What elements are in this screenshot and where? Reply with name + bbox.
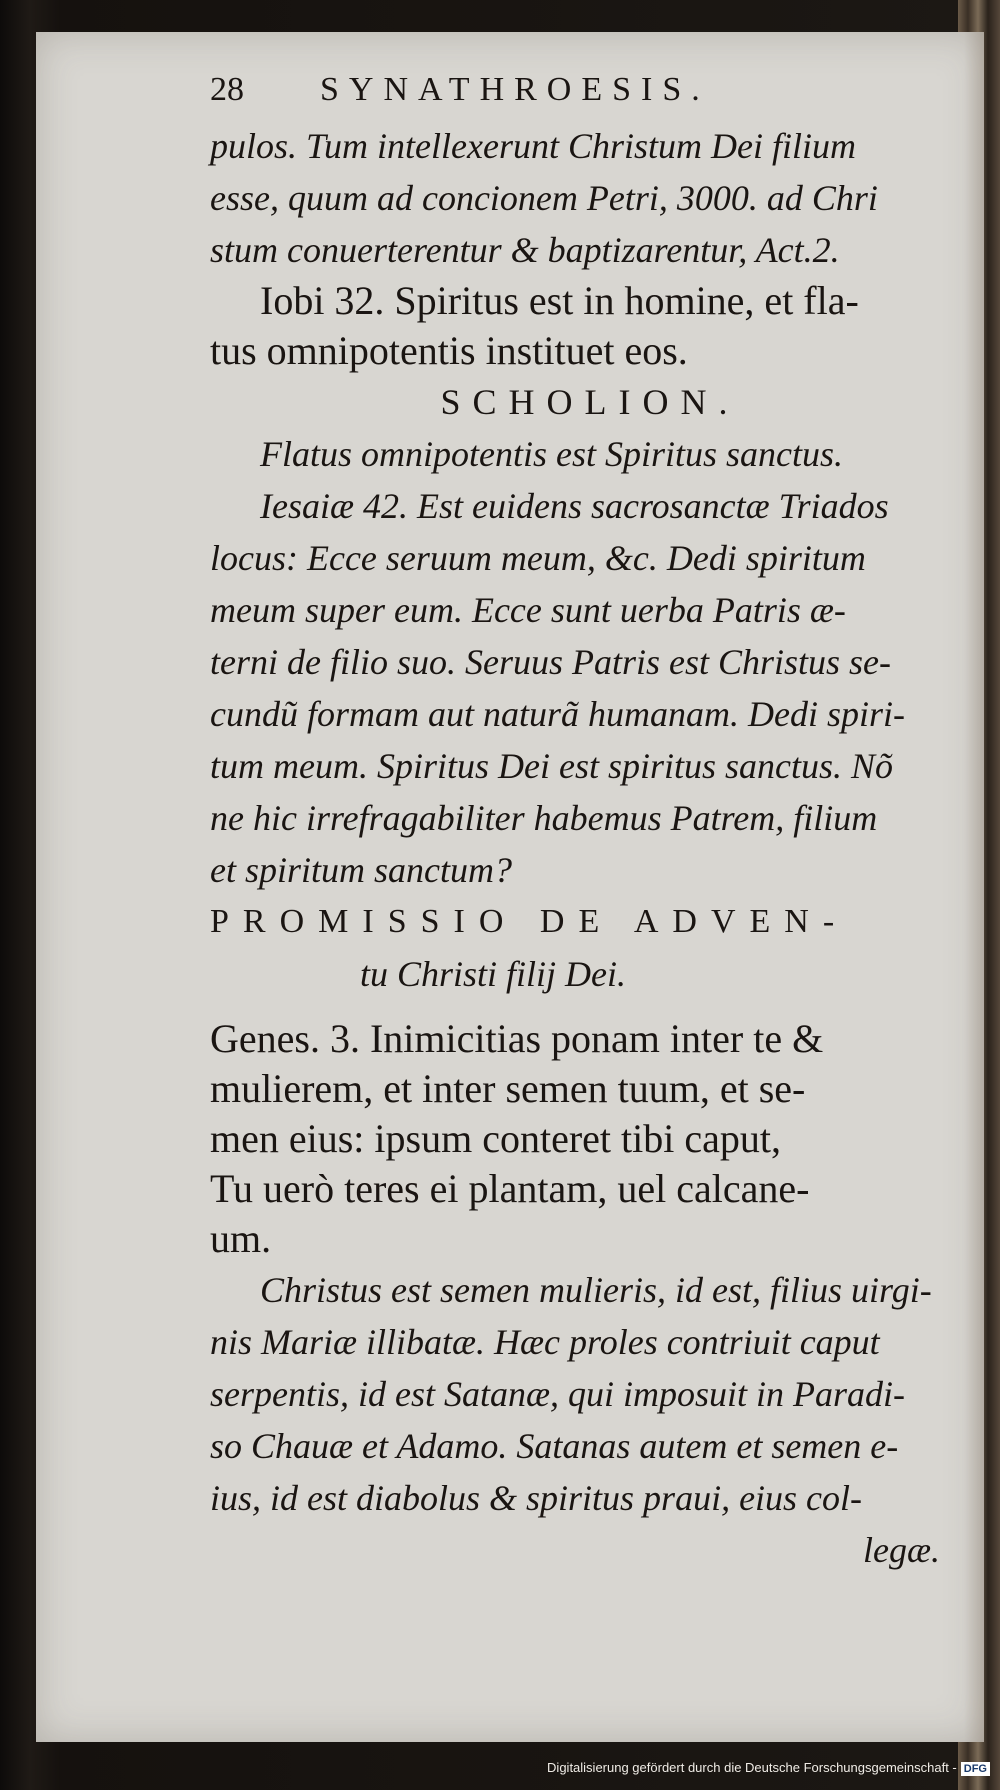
- credit-text: Digitalisierung gefördert durch die Deutsche Forschungsgemeinschaft -: [547, 1760, 957, 1775]
- text-line: ius, id est diabolus & spiritus praui, eius col-: [210, 1478, 863, 1518]
- text-line: meum super eum. Ecce sunt uerba Patris æ-: [210, 590, 846, 630]
- text-line: pulos. Tum intellexerunt Christum Dei filium: [210, 126, 856, 166]
- text-line: tus omnipotentis instituet eos.: [210, 328, 688, 373]
- text-line: tum meum. Spiritus Dei est spiritus sanctus. Nõ: [210, 746, 894, 786]
- text-line: esse, quum ad concionem Petri, 3000. ad Chri: [210, 178, 878, 218]
- text-line: et spiritum sanctum?: [210, 850, 512, 890]
- text-line: Flatus omnipotentis est Spiritus sanctus.: [260, 434, 844, 474]
- text-line: locus: Ecce seruum meum, &c. Dedi spiritum: [210, 538, 866, 578]
- text-line: Iesaiæ 42. Est euidens sacrosanctæ Triados: [260, 486, 889, 526]
- section-subheading: tu Christi filij Dei.: [360, 954, 627, 994]
- text-line: Genes. 3. Inimicitias ponam inter te &: [210, 1016, 824, 1061]
- text-line: um.: [210, 1216, 272, 1261]
- text-line: Iobi 32. Spiritus est in homine, et fla-: [260, 278, 859, 323]
- catchword: legæ.: [863, 1530, 940, 1570]
- text-line: so Chauæ et Adamo. Satanas autem et semen e-: [210, 1426, 899, 1466]
- text-line: nis Mariæ illibatæ. Hæc proles contriuit caput: [210, 1322, 880, 1362]
- text-line: stum conuerterentur & baptizarentur, Act.2.: [210, 230, 840, 270]
- running-head: [210, 60, 970, 120]
- page-text: [210, 60, 970, 1576]
- text-line: terni de filio suo. Seruus Patris est Christus se-: [210, 642, 892, 682]
- digitization-credit: [0, 1760, 1000, 1784]
- text-line: Christus est semen mulieris, id est, filius uirgi-: [260, 1270, 932, 1310]
- text-line: Tu uerò teres ei plantam, uel calcane-: [210, 1166, 810, 1211]
- text-line: mulierem, et inter semen tuum, et se-: [210, 1066, 806, 1111]
- page-number: 28: [210, 71, 244, 108]
- text-line: serpentis, id est Satanæ, qui imposuit in Paradi-: [210, 1374, 906, 1414]
- section-heading-promissio: PROMISSIO DE ADVEN-: [210, 903, 849, 940]
- section-heading-scholion: SCHOLION.: [440, 382, 740, 422]
- running-title: SYNATHROESIS.: [320, 71, 710, 108]
- dfg-logo: DFG: [961, 1762, 990, 1776]
- text-line: cundũ formam aut naturã humanam. Dedi spiri-: [210, 694, 905, 734]
- text-line: men eius: ipsum conteret tibi caput,: [210, 1116, 781, 1161]
- text-line: ne hic irrefragabiliter habemus Patrem, filium: [210, 798, 878, 838]
- spacer: [210, 1000, 970, 1014]
